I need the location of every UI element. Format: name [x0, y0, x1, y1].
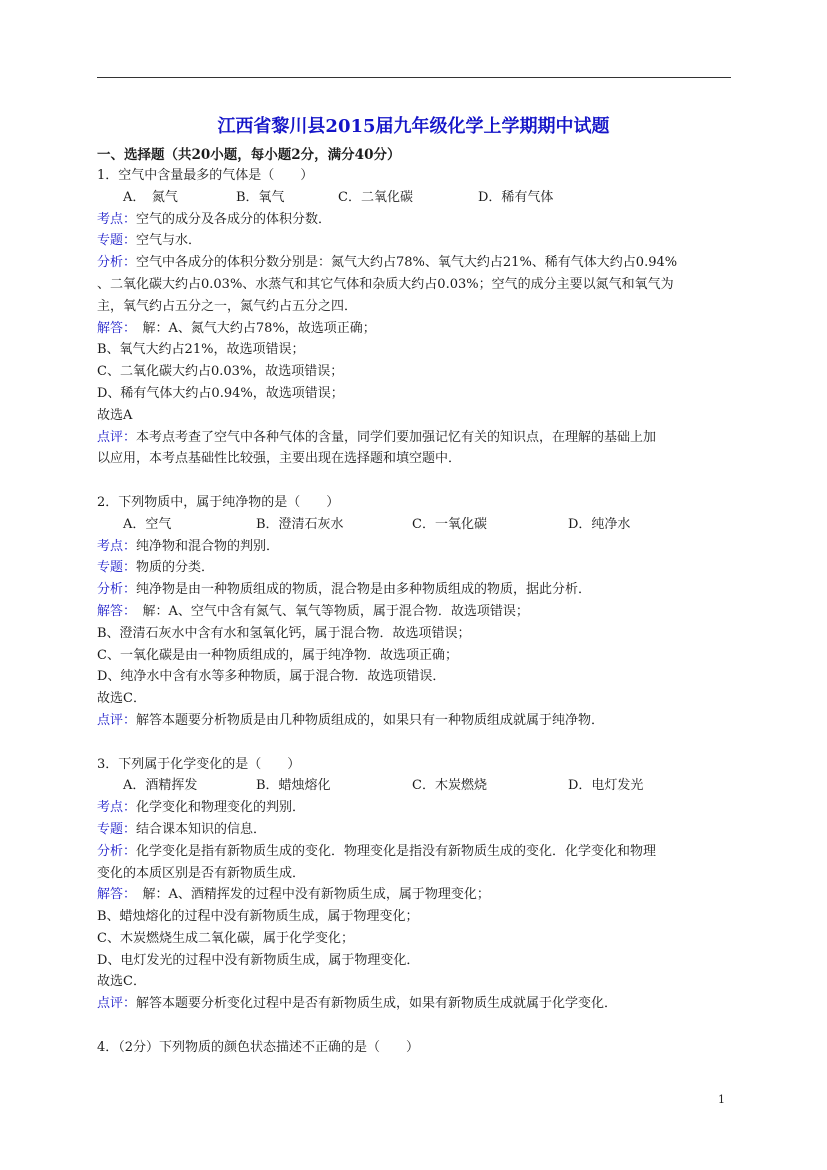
fenxi-label: 分析： [97, 255, 137, 271]
option-d: D．稀有气体 [478, 189, 554, 205]
jieda-text: 解：A、氮气大约占78%，故选项正确； [129, 320, 376, 336]
fenxi-row [97, 841, 737, 863]
kaodian-text: 化学变化和物理变化的判别． [136, 800, 306, 816]
dianping-text: 本考点考查了空气中各种气体的含量，同学们要加强记忆有关的知识点，在理解的基础上加 [136, 429, 657, 445]
fenxi-text: 空气中各成分的体积分数分别是：氮气大约占78%、氧气大约占21%、稀有气体大约占0.94% [136, 255, 678, 271]
kaodian-row [97, 209, 737, 231]
options-row [97, 187, 737, 209]
kaodian-row [97, 797, 737, 819]
page-title: 江西省黎川县2015届九年级化学上学期期中试题 [217, 116, 610, 137]
jieda-line: D、纯净水中含有水等多种物质，属于混合物．故选项错误． [97, 669, 446, 685]
option-b: B．澄清石灰水 [256, 516, 344, 532]
jieda-line: 故选C． [97, 691, 146, 707]
kaodian-row [97, 536, 737, 558]
section-header: 一、选择题（共20小题，每小题2分，满分40分） [97, 147, 401, 163]
fenxi-continuation: 、二氧化碳大约占0.03%、水蒸气和其它气体和杂质大约占0.03%；空气的成分主要以氮气和氧气为 [97, 276, 674, 292]
jieda-label: 解答： [97, 887, 130, 903]
zhuanti-row [97, 819, 737, 841]
zhuanti-text: 空气与水． [136, 233, 202, 249]
zhuanti-text: 物质的分类． [136, 560, 215, 576]
option-a: A．空气 [123, 516, 172, 532]
option-d: D．纯净水 [568, 516, 631, 532]
option-d: D．电灯发光 [568, 778, 644, 794]
jieda-line: 故选A [97, 407, 133, 423]
fenxi-label: 分析： [97, 843, 137, 859]
jieda-row [97, 884, 737, 906]
option-a: A． 氮气 [123, 189, 178, 205]
dianping-text: 解答本题要分析物质是由几种物质组成的，如果只有一种物质组成就属于纯净物． [136, 712, 605, 728]
kaodian-label: 考点： [97, 800, 137, 816]
question-1 [97, 165, 737, 470]
jieda-line: B、澄清石灰水中含有水和氢氧化钙，属于混合物．故选项错误； [97, 625, 471, 641]
option-c: C．一氧化碳 [412, 516, 487, 532]
jieda-text: 解：A、空气中含有氮气、氧气等物质，属于混合物．故选项错误； [129, 603, 529, 619]
jieda-text: 解：A、酒精挥发的过程中没有新物质生成，属于物理变化； [129, 887, 490, 903]
option-c: C．二氧化碳 [338, 189, 413, 205]
zhuanti-label: 专题： [97, 560, 137, 576]
dianping-label: 点评： [97, 712, 137, 728]
jieda-row [97, 318, 737, 340]
zhuanti-label: 专题： [97, 821, 137, 837]
option-b: B．蜡烛熔化 [256, 778, 331, 794]
dianping-row [97, 710, 737, 732]
jieda-line: C、二氧化碳大约占0.03%，故选项错误； [97, 364, 344, 380]
jieda-label: 解答： [97, 603, 130, 619]
option-b: B．氧气 [236, 189, 285, 205]
page-number: 1 [718, 1093, 725, 1106]
kaodian-text: 纯净物和混合物的判别． [136, 538, 280, 554]
jieda-label: 解答： [97, 320, 130, 336]
options-row [97, 775, 737, 797]
zhuanti-row [97, 557, 737, 579]
jieda-line: B、蜡烛熔化的过程中没有新物质生成，属于物理变化； [97, 909, 419, 925]
jieda-row [97, 601, 737, 623]
jieda-line: D、电灯发光的过程中没有新物质生成，属于物理变化． [97, 952, 420, 968]
kaodian-label: 考点： [97, 211, 137, 227]
fenxi-row [97, 579, 737, 601]
dianping-continuation: 以应用，本考点基础性比较强，主要出现在选择题和填空题中． [97, 451, 462, 467]
fenxi-text: 纯净物是由一种物质组成的物质，混合物是由多种物质组成的物质，据此分析． [136, 582, 592, 598]
dianping-row [97, 993, 737, 1015]
jieda-line: B、氧气大约占21%，故选项错误； [97, 342, 305, 358]
question-stem: 2．下列物质中，属于纯净物的是（ ） [97, 494, 340, 510]
jieda-line: C、一氧化碳是由一种物质组成的，属于纯净物．故选项正确； [97, 647, 458, 663]
question-3 [97, 754, 737, 1016]
question-stem: 3．下列属于化学变化的是（ ） [97, 756, 301, 772]
kaodian-text: 空气的成分及各成分的体积分数． [136, 211, 332, 227]
option-a: A．酒精挥发 [123, 778, 198, 794]
zhuanti-text: 结合课本知识的信息． [136, 821, 267, 837]
question-2 [97, 492, 737, 732]
header-rule [97, 77, 731, 78]
document-body [97, 145, 737, 1059]
dianping-label: 点评： [97, 996, 137, 1012]
zhuanti-label: 专题： [97, 233, 137, 249]
kaodian-label: 考点： [97, 538, 137, 554]
option-c: C．木炭燃烧 [412, 778, 487, 794]
fenxi-continuation: 变化的本质区别是否有新物质生成． [97, 865, 306, 881]
dianping-text: 解答本题要分析变化过程中是否有新物质生成，如果有新物质生成就属于化学变化． [136, 996, 618, 1012]
question-4-stem: 4．（2分）下列物质的颜色状态描述不正确的是（ ） [97, 1039, 420, 1055]
jieda-line: 故选C． [97, 974, 146, 990]
dianping-label: 点评： [97, 429, 137, 445]
fenxi-text: 化学变化是指有新物质生成的变化．物理变化是指没有新物质生成的变化．化学变化和物理 [136, 843, 657, 859]
zhuanti-row [97, 230, 737, 252]
question-stem: 1．空气中含量最多的气体是（ ） [97, 168, 314, 183]
fenxi-continuation: 主，氧气约占五分之一，氮气约占五分之四． [97, 298, 358, 314]
options-row [97, 514, 737, 536]
fenxi-row [97, 252, 737, 274]
fenxi-label: 分析： [97, 582, 137, 598]
dianping-row [97, 427, 737, 449]
jieda-line: D、稀有气体大约占0.94%，故选项错误； [97, 385, 344, 401]
jieda-line: C、木炭燃烧生成二氧化碳，属于化学变化； [97, 930, 354, 946]
